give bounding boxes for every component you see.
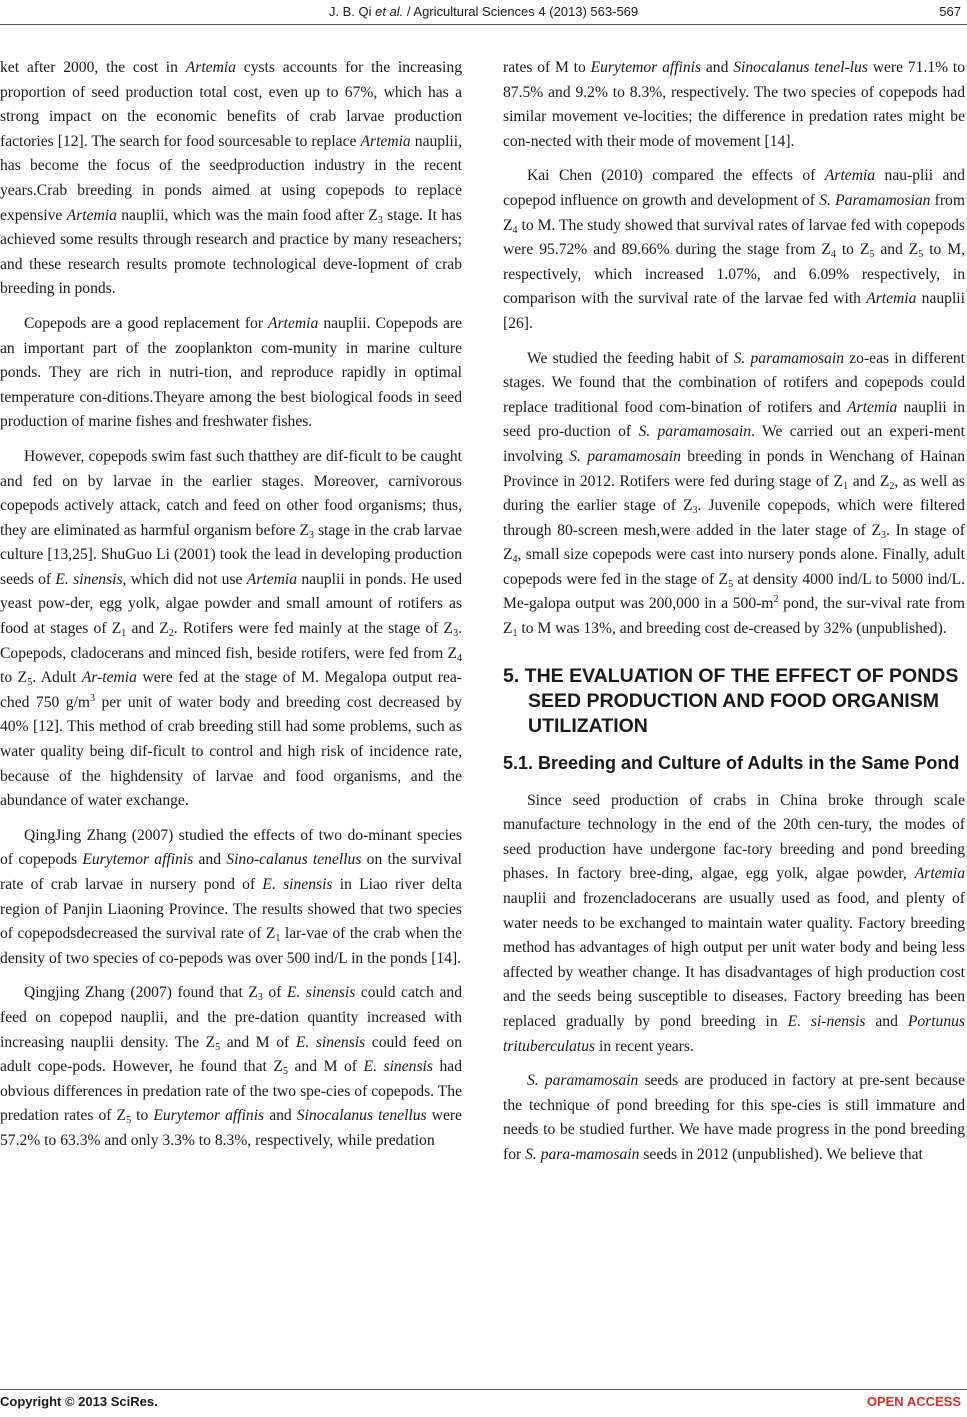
paragraph: Since seed production of crabs in China broke through scale manufacture technology in the end of the 20th cen-tury, the modes of seed production have undergone fac-tory breeding and pond breeding phases. In factory bree-ding, algae, egg yolk, algae powder, Artemia nauplii and frozencladocerans are usually used as food, and plenty of water needs to be exchanged to maintain water quality. Factory breeding method has advantages of high output per unit water body and being less affected by weather change. It has disadvantages of high production cost and the seeds being susceptible to diseases. Factory breeding has been replaced gradually by pond breeding in E. si-nensis and Portunus trituberculatus in recent years. xyxy=(503,791,965,1055)
page-number: 567 xyxy=(939,4,961,19)
journal-citation: J. B. Qi et al. / Agricultural Sciences 4 (2013) 563-569 xyxy=(328,4,639,19)
running-header xyxy=(0,4,967,26)
paragraph: Copepods are a good replacement for Artemia nauplii. Copepods are an important part of the zooplankton com-munity in marine culture ponds. They are rich in nutri-tion, and reproduce rapidly in optimal temperature con-ditions.Theyare among the best biological foods in seed production of marine fishes and freshwater fishes. xyxy=(0,314,462,431)
paragraph: S. paramamosain seeds are produced in factory at pre-sent because the technique of pond breeding for this spe-cies is still immature and needs to be studied further. We have made progress in the pond breeding for S. para-mamosain seeds in 2012 (unpublished). We believe that xyxy=(503,1072,965,1163)
paragraph: Kai Chen (2010) compared the effects of Artemia nau-plii and copepod influence on growth and development of S. Paramamosian from $Z_4$ to M. The study showed that survival rates of larvae fed with copepods were 95.72% and 89.66% during the stage from $Z_4$ to $Z_5$ and $Z_5$ to M, respectively, which increased 1.07%, and 6.09% respectively, in comparison with the survival rate of the larvae fed with Artemia nauplii [26]. xyxy=(503,167,966,332)
copyright-notice: Copyright © 2013 SciRes. xyxy=(0,1394,158,1409)
right-column xyxy=(503,56,965,1168)
page-footer xyxy=(0,1394,967,1414)
open-access-label: OPEN ACCESS xyxy=(866,1394,961,1409)
paragraph: rates of M to Eurytemor affinis and Sinocalanus tenel-lus were 71.1% to 87.5% and 9.2% to 8.3%, respectively. The two species of copepods had similar movement ve-locities; the difference in predation rates might be con-nected with their mode of movement [14]. xyxy=(503,59,966,150)
left-column xyxy=(0,56,462,1154)
footer-divider xyxy=(0,1389,967,1390)
subsection-heading: 5.1. Breeding and Culture of Adults in the Same Pond xyxy=(503,752,960,773)
paragraph: However, copepods swim fast such thatthey are dif-ficult to be caught and fed on by larvae in the earlier stages. Moreover, carnivorous copepods actively attack, catch and feed on other food organisms; thus, they are eliminated as harmful organism before $Z_3$ stage in the crab larvae culture [13,25]. ShuGuo Li (2001) took the lead in developing production seeds of E. sinensis, which did not use Artemia nauplii in ponds. He used yeast pow-der, egg yolk, algae powder and small amount of rotifers as food at stages of $Z_1$ and $Z_2$. Rotifers were fed mainly at the stage of $Z_3$. Copepods, cladocerans and minced fish, beside rotifers, were fed from $Z_4$ to $Z_5$. Adult Ar-temia were fed at the stage of M. Megalopa output rea-ched 750 $g/m^3$ per unit of water body and breeding cost decreased by 40% [12]. This method of crab breeding still had some problems, such as water quality being dif-ficult to control and high risk of incidence rate, because of the highdensity of larvae and food organisms, and the abundance of water exchange. xyxy=(0,447,462,810)
paragraph: ket after 2000, the cost in Artemia cysts accounts for the increasing proportion of seed production total cost, even up to 67%, which has a strong impact on the economic benefits of crab larvae production factories [12]. The search for food sourcesable to replace Artemia nauplii, has become the focus of the seedproduction industry in the recent years.Crab breeding in ponds aimed at using copepods to replace expensive Artemia nauplii, which was the main food after $Z_3$ stage. It has achieved some results through research and practice by many reseachers; and these research results promote technological deve-lopment of crab breeding in ponds. xyxy=(0,59,462,298)
paragraph: We studied the feeding habit of S. paramamosain zo-eas in different stages. We found that the combination of rotifers and copepods could replace traditional food com-bination of rotifers and Artemia nauplii in seed pro-duction of S. paramamosain. We carried out an experi-ment involving S. paramamosain breeding in ponds in Wenchang of Hainan Province in 2012. Rotifers were fed during stage of $Z_1$ and $Z_2$, as well as during the earlier stage of $Z_3$. Juvenile copepods, which were filtered through 80-screen mesh,were added in the later stage of $Z_3$. In stage of $Z_4$, small size copepods were cast into nursery ponds alone. Finally, adult copepods were fed in the stage of $Z_5$ at density 4000 ind/L to 5000 ind/L. Me-galopa output was 200,000 in a $500-m^2$ pond, the sur-vival rate from $Z_1$ to M was 13%, and breeding cost de-creased by 32% (unpublished). xyxy=(503,349,965,640)
header-divider xyxy=(0,24,967,25)
paragraph: QingJing Zhang (2007) studied the effects of two do-minant species of copepods Eurytemor affinis and Sino-calanus tenellus on the survival rate of crab larvae in nursery pond of E. sinensis in Liao river delta region of Panjin Liaoning Province. The results showed that two species of copepodsdecreased the survival rate of $Z_1$ lar-vae of the crab when the density of two species of co-pepods was over 500 ind/L in the ponds [14]. xyxy=(0,826,463,967)
paragraph: Qingjing Zhang (2007) found that $Z_3$ of E. sinensis could catch and feed on copepod nauplii, and the pre-dation quantity increased with increasing nauplii density. The $Z_5$ and M of E. sinensis could feed on adult cope-pods. However, he found that $Z_5$ and M of E. sinensis had obvious differences in predation rate of the two spe-cies of copepods. The predation rates of $Z_5$ to Eurytemor affinis and Sinocalanus tenellus were 57.2% to 63.3% and only 3.3% to 8.3%, respectively, while predation xyxy=(0,984,463,1149)
section-heading: 5. THE EVALUATION OF THE EFFECT OF PONDS SEED PRODUCTION AND FOOD ORGANISM UTILIZATION xyxy=(503,664,959,737)
